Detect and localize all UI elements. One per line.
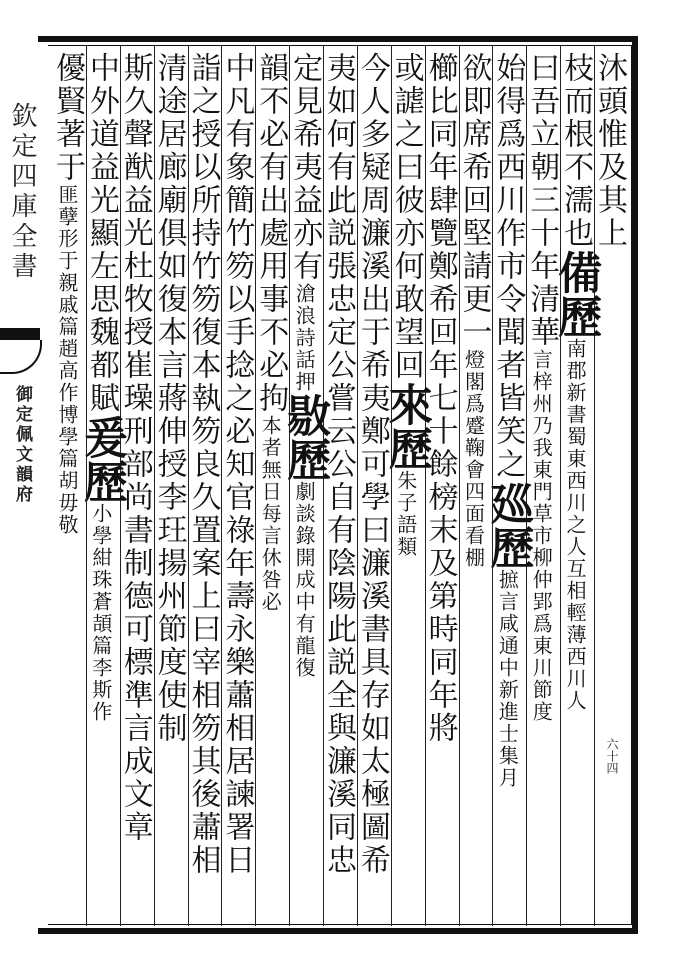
column-text: 定見希夷益亦有 [287, 52, 323, 283]
annotation-text: 言梓州乃我東門草市柳仲郢爲東川節度 [529, 349, 554, 723]
column-text: 優賢著于 [49, 52, 85, 184]
entry-headword: 爰歷 [75, 415, 127, 503]
column-text: 欲即席希回堅請更一 [456, 52, 492, 349]
column-text: 詣之授以所持竹笏復本執笏良久置案上曰宰相笏其後蕭相 [185, 52, 221, 877]
annotation-text: 滄浪詩話押 [292, 283, 317, 393]
column-text: 始得爲西川作市令聞者皆笑之 [490, 52, 526, 481]
annotation-text: 小學紺珠蒼頡篇李斯作 [88, 503, 113, 723]
column-text: 中外道益光顯左思魏都賦 [83, 52, 119, 415]
spine-work-title: 御定佩文韻府 [12, 385, 32, 505]
annotation-text: 燈閣爲蹙鞠會四面看棚 [461, 349, 486, 569]
annotation-text: 本者無日每言休咎必 [258, 415, 283, 613]
annotation-text: 劇談錄開成中有龍復 [292, 481, 317, 679]
column-text: 沐頭惟及其上 [592, 52, 628, 250]
column-text: 枝而根不濡也 [558, 52, 594, 250]
column-text: 今人多疑周濂溪出于希夷鄭可學曰濂溪書具存如太極圖希 [354, 52, 390, 877]
column-text: 櫛比同年肆覽鄭希回年七十餘榜末及第時同年將 [422, 52, 458, 745]
annotation-text: 匪孽形于親戚 [54, 184, 79, 316]
entry-headword: 廵歷 [482, 481, 534, 569]
text-column [49, 52, 89, 922]
column-text: 韻不必有出處用事不必拘 [253, 52, 289, 415]
annotation-text: 篇趙高作博學篇胡毋敬 [54, 316, 79, 536]
column-text: 清途居廊廟俱如復本言蔣伸授李玨揚州節度使制 [151, 52, 187, 745]
entry-headword: 備歷 [550, 250, 602, 338]
column-text: 中凡有象簡竹笏以手捻之必知官祿年壽永樂蕭相居諫署日 [219, 52, 255, 877]
fishtail-curve [0, 340, 42, 374]
column-text: 曰吾立朝三十年清華 [524, 52, 560, 349]
annotation-text: 朱子語類 [393, 470, 418, 558]
annotation-text: 南郡新書蜀東西川之人互相輕薄西川人 [563, 338, 588, 712]
entry-headword: 來歷 [380, 382, 432, 470]
column-text: 夷如何有此説張忠定公嘗云公自有陰陽此説全與濂溪同忠 [321, 52, 356, 877]
column-text: 斯久聲猷益光杜牧授崔璪刑部尚書制德可標準言成文章 [117, 52, 153, 844]
page-number: 六十四 [605, 738, 619, 774]
entry-headword: 敭歷 [279, 393, 331, 481]
annotation-text: 摭言咸通中新進士集月 [495, 569, 520, 789]
spine-margin [0, 40, 46, 940]
spine-book-title: 欽定四庫全書 [7, 102, 37, 282]
column-text: 或謔之曰彼亦何敢望回 [388, 52, 424, 382]
